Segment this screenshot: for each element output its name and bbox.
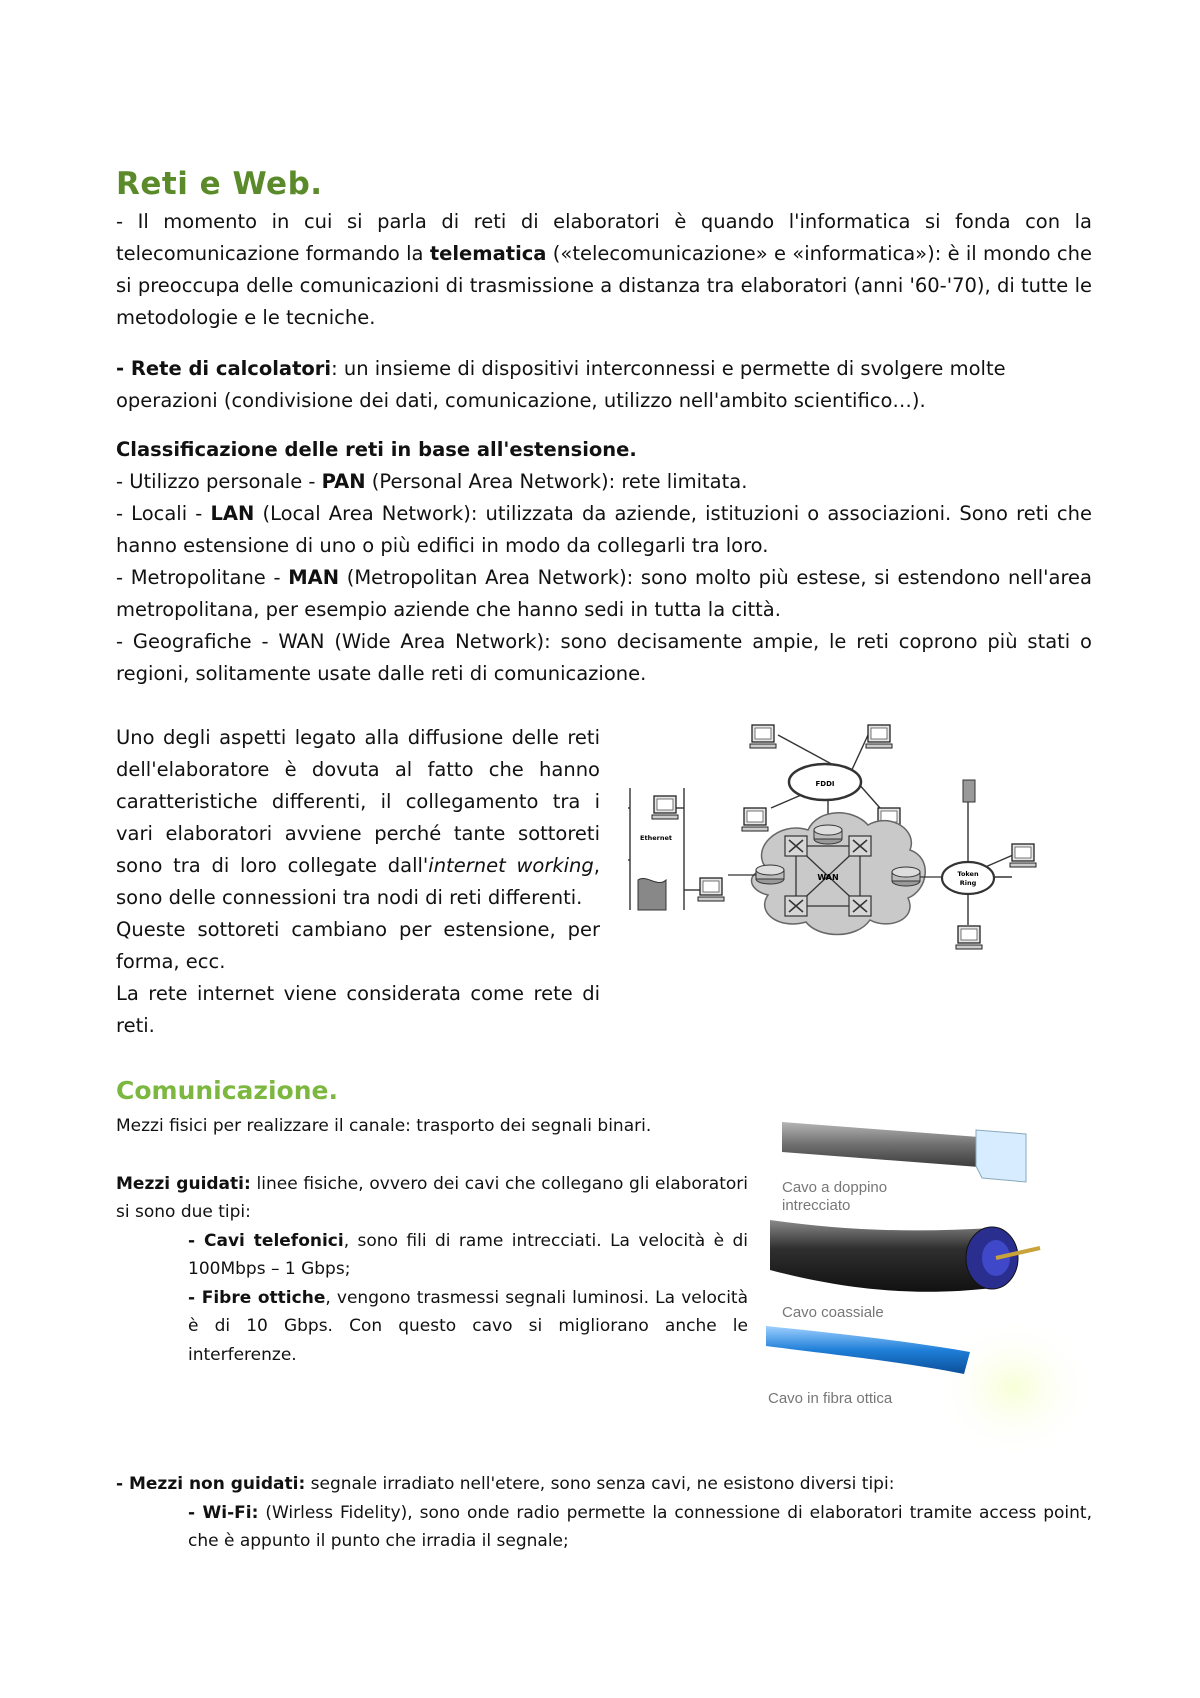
rete-calcolatori-paragraph: [116, 353, 1092, 417]
classification-block: [116, 434, 1092, 690]
text: - Metropolitane -: [116, 566, 289, 589]
token-label: Token: [957, 870, 979, 878]
text: - Il momento in cui si parla di reti di elaboratori è quando l'informatica si fonda con la telecomunicazione formando la: [116, 210, 1092, 265]
token-ring: [942, 862, 994, 894]
comm-intro: Mezzi fisici per realizzare il canale: trasporto dei segnali binari.: [116, 1116, 652, 1136]
bold-term: telematica: [429, 242, 547, 265]
router-icon: [814, 825, 842, 844]
list-item-man: [116, 562, 1092, 626]
bold-term: MAN: [288, 566, 340, 589]
text: - Geografiche -: [116, 630, 279, 653]
twisted-pair-label: Cavo a doppino intrecciato: [782, 1179, 888, 1214]
rj45-connector-icon: [976, 1130, 1026, 1182]
network-diagram: [628, 720, 1102, 1005]
bold-term: - Cavi telefonici: [188, 1230, 344, 1251]
bold-term: LAN: [210, 502, 255, 525]
section-title-reti-web: Reti e Web.: [116, 166, 323, 202]
intro-paragraph: [116, 206, 1092, 334]
text: - Utilizzo personale -: [116, 470, 322, 493]
bold-term: PAN: [321, 470, 366, 493]
wan-label: WAN: [817, 873, 839, 882]
computer-icon: [742, 808, 768, 831]
unguided-paragraph: [116, 1470, 1092, 1499]
list-item-fiber: [116, 1284, 748, 1370]
internet-block: [116, 722, 600, 1042]
computer-icon: [956, 926, 982, 949]
computer-icon: [1010, 844, 1036, 867]
spacer: [116, 1141, 748, 1170]
switch-icon: [849, 896, 871, 916]
text: , sono delle connessioni tra nodi di reti differenti.: [116, 854, 600, 909]
list-item-telephone: [116, 1227, 748, 1284]
switch-icon: [849, 836, 871, 856]
list-item-lan: [116, 498, 1092, 562]
bold-term: - Wi-Fi:: [188, 1502, 259, 1523]
italic-term: internet working: [428, 854, 594, 877]
switch-icon: [785, 836, 807, 856]
fiber-label: Cavo in fibra ottica: [768, 1390, 893, 1407]
internet-paragraph-2: Queste sottoreti cambiano per estensione, per forma, ecc.: [116, 918, 600, 973]
comunicazione-block: [116, 1112, 748, 1369]
switch-icon: [785, 896, 807, 916]
text: , vengono trasmessi segnali luminosi. La velocità è di 10 Gbps. Con questo cavo si migliorano anche le interferenze.: [188, 1287, 748, 1365]
list-item-wifi: [116, 1499, 1092, 1556]
coaxial-cable: [770, 1220, 992, 1292]
section-title-comunicazione: Comunicazione.: [116, 1076, 338, 1105]
bold-term: Mezzi guidati:: [116, 1173, 251, 1194]
unguided-block: [116, 1470, 1092, 1556]
text: linee fisiche, ovvero dei cavi che collegano gli elaboratori si sono due tipi:: [116, 1173, 748, 1222]
bold-term: - Rete di calcolatori: [116, 357, 332, 380]
text: (Personal Area Network): rete limitata.: [365, 470, 748, 493]
text: (Local Area Network): utilizzata da aziende, istituzioni o associazioni. Sono reti che hanno estensione di uno o più edifici in modo da collegarli tra loro.: [116, 502, 1092, 557]
printer-icon: [638, 878, 666, 910]
guided-paragraph: [116, 1170, 748, 1227]
router-icon: [756, 865, 784, 884]
computer-icon: [750, 725, 776, 748]
bold-term: - Mezzi non guidati:: [116, 1474, 306, 1494]
text: , sono fili di rame intrecciati. La velocità è di 100Mbps – 1 Gbps;: [188, 1230, 748, 1279]
text: - Locali -: [116, 502, 211, 525]
fddi-label: FDDI: [815, 780, 835, 788]
router-icon: [892, 867, 920, 886]
computer-icon: [866, 725, 892, 748]
list-item-pan: [116, 466, 1092, 498]
cables-illustration: [764, 1120, 1104, 1475]
computer-icon: [698, 878, 724, 901]
fiber-optic-cable: [766, 1326, 970, 1374]
ring-label: Ring: [959, 879, 977, 887]
internet-paragraph: [116, 722, 600, 914]
twisted-pair-cable: [782, 1122, 992, 1168]
text: («telecomunicazione» e «informatica»): è il mondo che si preoccupa delle comunicazioni di trasmissione a distanza tra elaboratori (anni '60-'70), di tutte le metodologie e le tecniche.: [116, 242, 1092, 329]
computer-icon: [652, 796, 678, 819]
coax-label: Cavo coassiale: [782, 1304, 884, 1321]
server-icon: [963, 780, 975, 802]
ethernet-label: Ethernet: [640, 834, 672, 842]
bold-term: - Fibre ottiche: [188, 1287, 326, 1308]
text: (Wide Area Network): sono decisamente ampie, le reti coprono più stati o regioni, solitamente usate dalle reti di comunicazione.: [116, 630, 1092, 685]
text: (Wirless Fidelity), sono onde radio permette la connessione di elaboratori tramite access point, che è appunto il punto che irradia il segnale;: [188, 1502, 1092, 1551]
text: (Metropolitan Area Network): sono molto più estese, si estendono nell'area metropolitana, per esempio aziende che hanno sedi in tutta la città.: [116, 566, 1092, 621]
classification-heading: Classificazione delle reti in base all'estensione.: [116, 438, 637, 461]
text: Uno degli aspetti legato alla diffusione delle reti dell'elaboratore è dovuta al fatto che hanno caratteristiche differenti, il collegamento tra i vari elaboratori avviene perché tante sottoreti sono tra di loro collegate dall': [116, 726, 600, 877]
internet-paragraph-3: La rete internet viene considerata come rete di reti.: [116, 982, 600, 1037]
term: WAN: [278, 630, 325, 653]
text: : un insieme di dispositivi interconnessi e permette di svolgere molte operazioni (condivisione dei dati, comunicazione, utilizzo nell'ambito scientifico…).: [116, 357, 1006, 412]
fiber-light-glow: [934, 1318, 1094, 1458]
list-item-wan: [116, 626, 1092, 690]
text: segnale irradiato nell'etere, sono senza cavi, ne esistono diversi tipi:: [305, 1474, 895, 1494]
